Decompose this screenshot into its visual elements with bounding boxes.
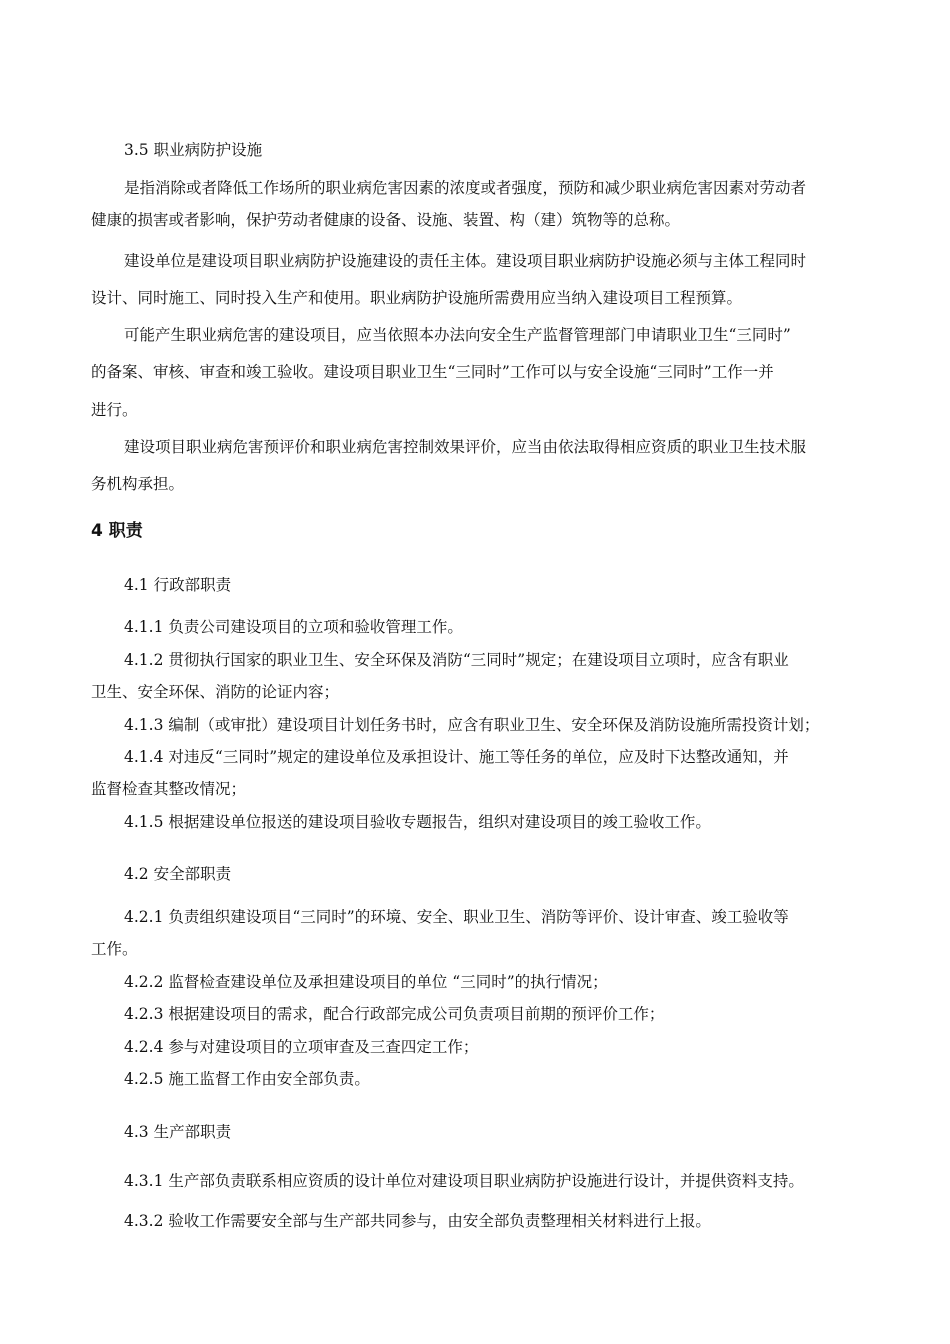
section-title-4-1: 4.1 行政部职责: [124, 576, 232, 594]
list-item: 4.2.2 监督检查建设单位及承担建设项目的单位 “三同时”的执行情况；: [124, 973, 608, 991]
section-title-4-3: 4.3 生产部职责: [124, 1123, 232, 1141]
paragraph-line: 可能产生职业病危害的建设项目，应当依照本办法向安全生产监督管理部门申请职业卫生“三同时”: [124, 326, 791, 344]
list-item: 4.2.3 根据建设项目的需求，配合行政部完成公司负责项目前期的预评价工作；: [124, 1005, 665, 1023]
paragraph-line: 务机构承担。: [91, 475, 185, 493]
list-item: 4.2.1 负责组织建设项目“三同时”的环境、安全、职业卫生、消防等评价、设计审查、竣工验收等: [124, 908, 789, 926]
list-item: 4.2.5 施工监督工作由安全部负责。: [124, 1070, 370, 1088]
list-item: 4.3.1 生产部负责联系相应资质的设计单位对建设项目职业病防护设施进行设计，并提供资料支持。: [124, 1172, 804, 1190]
list-item: 4.1.2 贯彻执行国家的职业卫生、安全环保及消防“三同时”规定；在建设项目立项时，应含有职业: [124, 651, 789, 669]
paragraph-line: 建设单位是建设项目职业病防护设施建设的责任主体。建设项目职业病防护设施必须与主体工程同时: [124, 252, 807, 270]
section-title-3-5: 3.5 职业病防护设施: [124, 141, 263, 159]
list-item: 4.1.3 编制（或审批）建设项目计划任务书时，应含有职业卫生、安全环保及消防设施所需投资计划；: [124, 716, 820, 734]
list-item: 4.3.2 验收工作需要安全部与生产部共同参与，由安全部负责整理相关材料进行上报。: [124, 1212, 711, 1230]
paragraph-line: 的备案、审核、审查和竣工验收。建设项目职业卫生“三同时”工作可以与安全设施“三同时”工作一并: [91, 363, 774, 381]
paragraph-line: 进行。: [91, 401, 138, 419]
list-item-continuation: 工作。: [91, 940, 138, 958]
section-heading-4: 4 职责: [91, 521, 143, 541]
list-item: 4.1.5 根据建设单位报送的建设项目验收专题报告，组织对建设项目的竣工验收工作。: [124, 813, 711, 831]
list-item: 4.2.4 参与对建设项目的立项审查及三查四定工作；: [124, 1038, 479, 1056]
paragraph-line: 建设项目职业病危害预评价和职业病危害控制效果评价，应当由依法取得相应资质的职业卫生技术服: [124, 438, 807, 456]
list-item-continuation: 监督检查其整改情况；: [91, 780, 247, 798]
list-item: 4.1.4 对违反“三同时”规定的建设单位及承担设计、施工等任务的单位，应及时下达整改通知，并: [124, 748, 789, 766]
section-title-4-2: 4.2 安全部职责: [124, 865, 232, 883]
paragraph-line: 是指消除或者降低工作场所的职业病危害因素的浓度或者强度，预防和减少职业病危害因素对劳动者: [124, 179, 807, 197]
paragraph-line: 设计、同时施工、同时投入生产和使用。职业病防护设施所需费用应当纳入建设项目工程预算。: [91, 289, 743, 307]
list-item-continuation: 卫生、安全环保、消防的论证内容；: [91, 683, 340, 701]
list-item: 4.1.1 负责公司建设项目的立项和验收管理工作。: [124, 618, 463, 636]
paragraph-line: 健康的损害或者影响，保护劳动者健康的设备、设施、装置、构（建）筑物等的总称。: [91, 211, 681, 229]
